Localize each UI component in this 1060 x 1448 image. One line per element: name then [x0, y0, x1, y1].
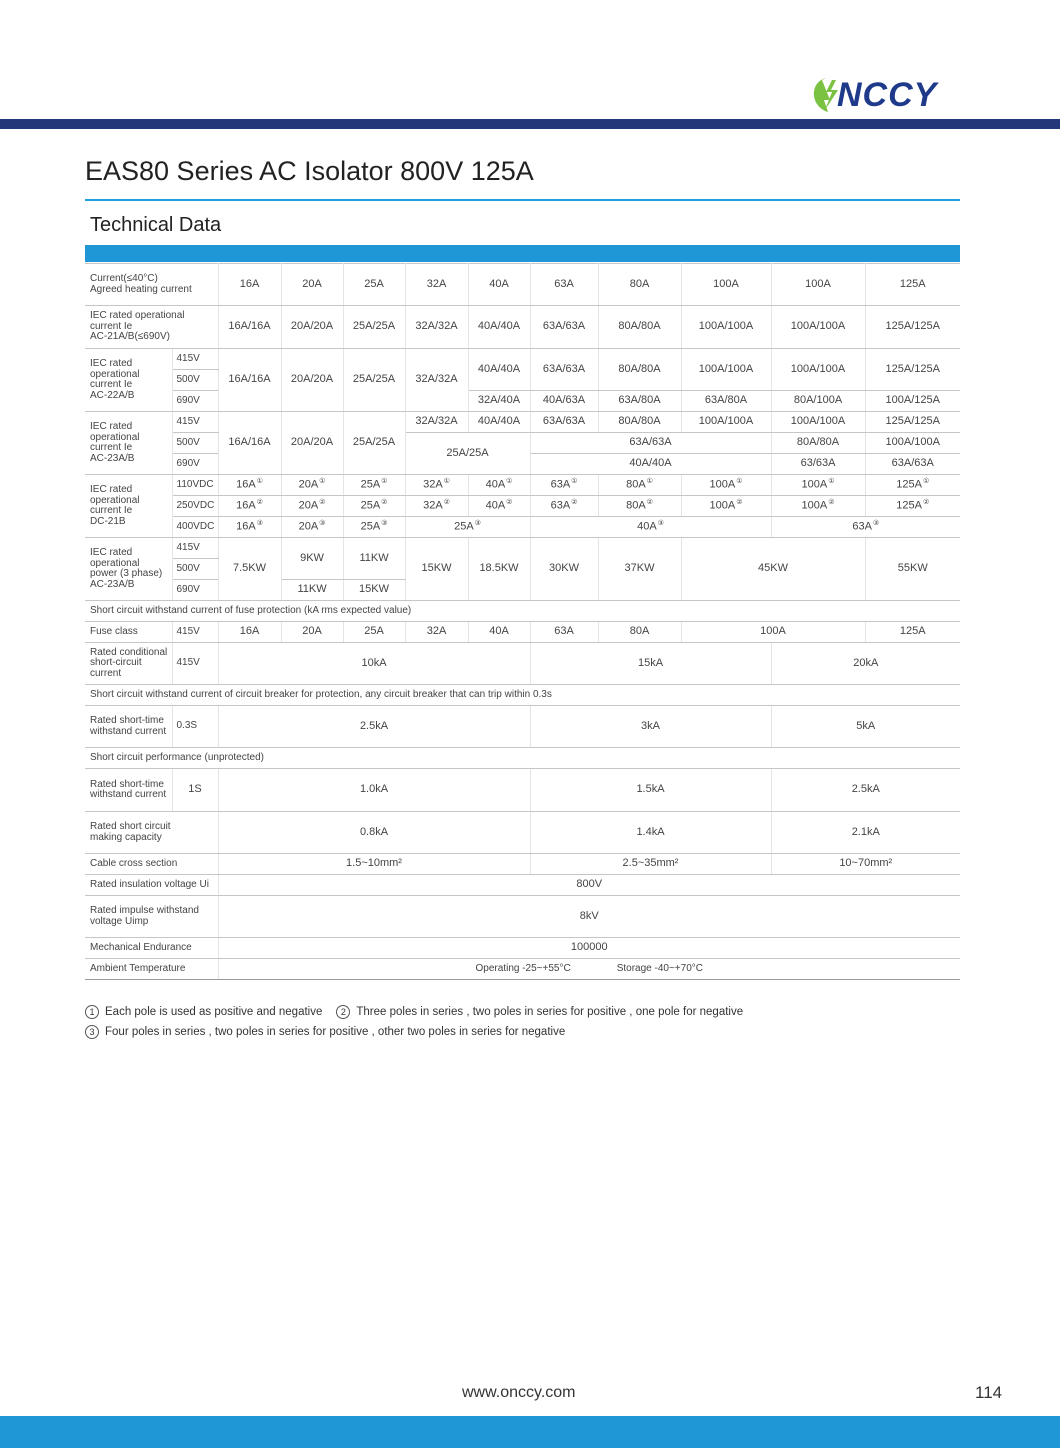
cell: 10kA [218, 643, 530, 685]
table-row [85, 748, 960, 769]
voltage-label: 250VDC [172, 496, 218, 517]
cell: 5kA [771, 706, 960, 748]
voltage-label: 415V [172, 622, 218, 643]
table-row [85, 601, 960, 622]
voltage-label: 415V [172, 412, 218, 433]
cell: 15KW [405, 538, 468, 601]
cell: 40A/40A [530, 454, 771, 475]
cell: 1.5kA [530, 769, 771, 812]
cell: 32A [405, 264, 468, 306]
cell: 125A① [865, 475, 960, 496]
storage-temperature: Storage -40~+70°C [616, 962, 703, 974]
cell: 25A① [343, 475, 405, 496]
footnote-1: Each pole is used as positive and negative [105, 1006, 323, 1018]
voltage-label: 690V [172, 580, 218, 601]
cell: 9KW [281, 538, 343, 580]
cell: 125A/125A [865, 306, 960, 349]
cell: 25A/25A [343, 349, 405, 412]
cell: 800V [218, 875, 960, 896]
cell: 63A [530, 622, 598, 643]
cell: 2.1kA [771, 812, 960, 854]
cell: 32A [405, 622, 468, 643]
cell: 25A③ [343, 517, 405, 538]
row-label: Cable cross section [85, 854, 218, 875]
cell: 80A/80A [771, 433, 865, 454]
cell: 1.0kA [218, 769, 530, 812]
page-number: 114 [975, 1383, 1003, 1402]
cell: 20A③ [281, 517, 343, 538]
table-row [85, 685, 960, 706]
table-row [85, 643, 960, 685]
cell: 11KW [343, 538, 405, 580]
cell: 100A/100A [681, 412, 771, 433]
voltage-label: 500V [172, 370, 218, 391]
table-row [85, 938, 960, 959]
cell: 100A [771, 264, 865, 306]
cell: 25A [343, 622, 405, 643]
footnote-3: Four poles in series , two poles in series for positive , other two poles in series for negative [105, 1026, 566, 1038]
cell: 3kA [530, 706, 771, 748]
cell: 32A/32A [405, 349, 468, 412]
cell: 20A① [281, 475, 343, 496]
cell: 45KW [681, 538, 865, 601]
footnote-line [85, 1002, 743, 1022]
row-label: Rated short-time withstand current [85, 706, 172, 748]
cell: 63A/63A [530, 306, 598, 349]
row-label: Mechanical Endurance [85, 938, 218, 959]
cell: 20A/20A [281, 349, 343, 412]
cell: 100A/100A [681, 349, 771, 391]
page-title: EAS80 Series AC Isolator 800V 125A [85, 156, 534, 186]
time-label: 1S [172, 769, 218, 812]
cell: 100A① [681, 475, 771, 496]
row-label: Rated conditional short-circuit current [85, 643, 172, 685]
table-row [85, 812, 960, 854]
section-title: Technical Data [90, 214, 222, 236]
row-label: Current(≤40°C) Agreed heating current [85, 264, 218, 306]
cell: 20kA [771, 643, 960, 685]
cell: 25A③ [405, 517, 530, 538]
voltage-label: 400VDC [172, 517, 218, 538]
table-row [85, 412, 960, 433]
row-label: Rated short-time withstand current [85, 769, 172, 812]
table-row [85, 875, 960, 896]
cell: 125A/125A [865, 349, 960, 391]
voltage-label: 500V [172, 433, 218, 454]
cell: 16A/16A [218, 306, 281, 349]
row-label: IEC rated operational power (3 phase) AC-23A/B [85, 538, 172, 601]
time-label: 0.3S [172, 706, 218, 748]
cell: 7.5KW [218, 538, 281, 601]
cell: 100000 [218, 938, 960, 959]
cell: 63A/80A [681, 391, 771, 412]
cell: 100A/100A [681, 306, 771, 349]
table-row [85, 622, 960, 643]
cell: 8kV [218, 896, 960, 938]
cell: 40A② [468, 496, 530, 517]
cell: 125A [865, 622, 960, 643]
cell: 32A/40A [468, 391, 530, 412]
footer-bar [0, 1416, 1060, 1448]
section-heading: Short circuit withstand current of fuse protection (kA rms expected value) [85, 601, 960, 622]
cell: 63A/63A [530, 412, 598, 433]
cell: 16A/16A [218, 412, 281, 475]
cell: 32A① [405, 475, 468, 496]
cell: 20A/20A [281, 306, 343, 349]
row-label: Rated insulation voltage Ui [85, 875, 218, 896]
voltage-label: 110VDC [172, 475, 218, 496]
cell: 16A② [218, 496, 281, 517]
cell: 1.5~10mm² [218, 854, 530, 875]
cell: 15kA [530, 643, 771, 685]
table-row [85, 769, 960, 812]
cell: 16A [218, 622, 281, 643]
cell: 63A/63A [530, 433, 771, 454]
voltage-label: 415V [172, 643, 218, 685]
cell: 30KW [530, 538, 598, 601]
cell: 63A [530, 264, 598, 306]
table-row [85, 959, 960, 980]
row-label: Ambient Temperature [85, 959, 218, 980]
table-row [85, 306, 960, 349]
title-divider [85, 199, 960, 201]
cell: 100A② [771, 496, 865, 517]
table-row [85, 433, 960, 454]
cell: 40A/63A [530, 391, 598, 412]
table-row [85, 264, 960, 306]
cell: 40A/40A [468, 306, 530, 349]
cell: 20A [281, 622, 343, 643]
cell: 25A/25A [405, 433, 530, 475]
cell: 25A [343, 264, 405, 306]
row-label: Rated impulse withstand voltage Uimp [85, 896, 218, 938]
cell: 15KW [343, 580, 405, 601]
cell: 0.8kA [218, 812, 530, 854]
cell: 100A [681, 622, 865, 643]
table-row [85, 896, 960, 938]
footnote-2: Three poles in series , two poles in series for positive , one pole for negative [356, 1006, 744, 1018]
cell: 63A/63A [530, 349, 598, 391]
cell: 40A/40A [468, 412, 530, 433]
circled-number-3: 3 [85, 1025, 99, 1039]
cell: 63A② [530, 496, 598, 517]
cell [218, 959, 960, 980]
operating-temperature: Operating -25~+55°C [475, 962, 571, 974]
cell: 32A② [405, 496, 468, 517]
cell: 2.5kA [218, 706, 530, 748]
cell: 20A [281, 264, 343, 306]
table-row [85, 496, 960, 517]
table-row [85, 475, 960, 496]
cell: 63A③ [771, 517, 960, 538]
cell: 100A/100A [771, 349, 865, 391]
voltage-label: 690V [172, 454, 218, 475]
row-label: IEC rated operational current Ie DC-21B [85, 475, 172, 538]
cell: 100A/100A [771, 412, 865, 433]
cell: 1.4kA [530, 812, 771, 854]
cell: 16A [218, 264, 281, 306]
cell: 100A② [681, 496, 771, 517]
cell: 80A [598, 622, 681, 643]
row-label: Fuse class [85, 622, 172, 643]
cell: 125A/125A [865, 412, 960, 433]
cell: 100A [681, 264, 771, 306]
cell: 10~70mm² [771, 854, 960, 875]
circled-number-1: 1 [85, 1005, 99, 1019]
table-row [85, 391, 960, 412]
cell: 63A① [530, 475, 598, 496]
table-row [85, 854, 960, 875]
voltage-label: 415V [172, 538, 218, 559]
cell: 80A/80A [598, 306, 681, 349]
cell: 16A① [218, 475, 281, 496]
cell: 100A/125A [865, 391, 960, 412]
cell: 80A/80A [598, 349, 681, 391]
cell: 100A① [771, 475, 865, 496]
row-label: IEC rated operational current Ie AC-22A/B [85, 349, 172, 412]
cell: 100A/100A [771, 306, 865, 349]
table-row [85, 538, 960, 559]
cell: 63/63A [771, 454, 865, 475]
section-heading: Short circuit withstand current of circuit breaker for protection, any circuit breaker that can trip within 0.3s [85, 685, 960, 706]
voltage-label: 500V [172, 559, 218, 580]
cell: 11KW [281, 580, 343, 601]
cell: 125A② [865, 496, 960, 517]
cell: 40A/40A [468, 349, 530, 391]
section-heading: Short circuit performance (unprotected) [85, 748, 960, 769]
cell: 16A③ [218, 517, 281, 538]
circled-number-2: 2 [336, 1005, 350, 1019]
cell: 20A/20A [281, 412, 343, 475]
cell: 80A [598, 264, 681, 306]
table-header-band [85, 245, 960, 262]
table-row [85, 706, 960, 748]
cell: 80A/100A [771, 391, 865, 412]
cell: 55KW [865, 538, 960, 601]
cell: 63A/63A [865, 454, 960, 475]
cell: 80A① [598, 475, 681, 496]
row-label: IEC rated operational current Ie AC-21A/B(≤690V) [85, 306, 218, 349]
footnote-line [85, 1022, 743, 1042]
voltage-label: 415V [172, 349, 218, 370]
cell: 32A/32A [405, 306, 468, 349]
cell: 32A/32A [405, 412, 468, 433]
cell: 40A [468, 622, 530, 643]
cell: 16A/16A [218, 349, 281, 412]
row-label: IEC rated operational current Ie AC-23A/B [85, 412, 172, 475]
cell: 25A② [343, 496, 405, 517]
voltage-label: 690V [172, 391, 218, 412]
table-row [85, 349, 960, 370]
brand-logo [812, 76, 962, 114]
cell: 2.5~35mm² [530, 854, 771, 875]
cell: 40A③ [530, 517, 771, 538]
row-label: Rated short circuit making capacity [85, 812, 218, 854]
cell: 20A② [281, 496, 343, 517]
cell: 80A② [598, 496, 681, 517]
cell: 80A/80A [598, 412, 681, 433]
footnotes [85, 1002, 743, 1042]
cell: 63A/80A [598, 391, 681, 412]
website-url: www.onccy.com [462, 1384, 576, 1401]
header-bar [0, 119, 1060, 129]
cell: 2.5kA [771, 769, 960, 812]
technical-data-table [85, 263, 960, 980]
cell: 25A/25A [343, 306, 405, 349]
cell: 25A/25A [343, 412, 405, 475]
cell: 40A [468, 264, 530, 306]
logo-text: NCCY [837, 76, 938, 114]
cell: 37KW [598, 538, 681, 601]
cell: 18.5KW [468, 538, 530, 601]
cell: 40A① [468, 475, 530, 496]
cell: 100A/100A [865, 433, 960, 454]
table-row [85, 517, 960, 538]
cell: 125A [865, 264, 960, 306]
